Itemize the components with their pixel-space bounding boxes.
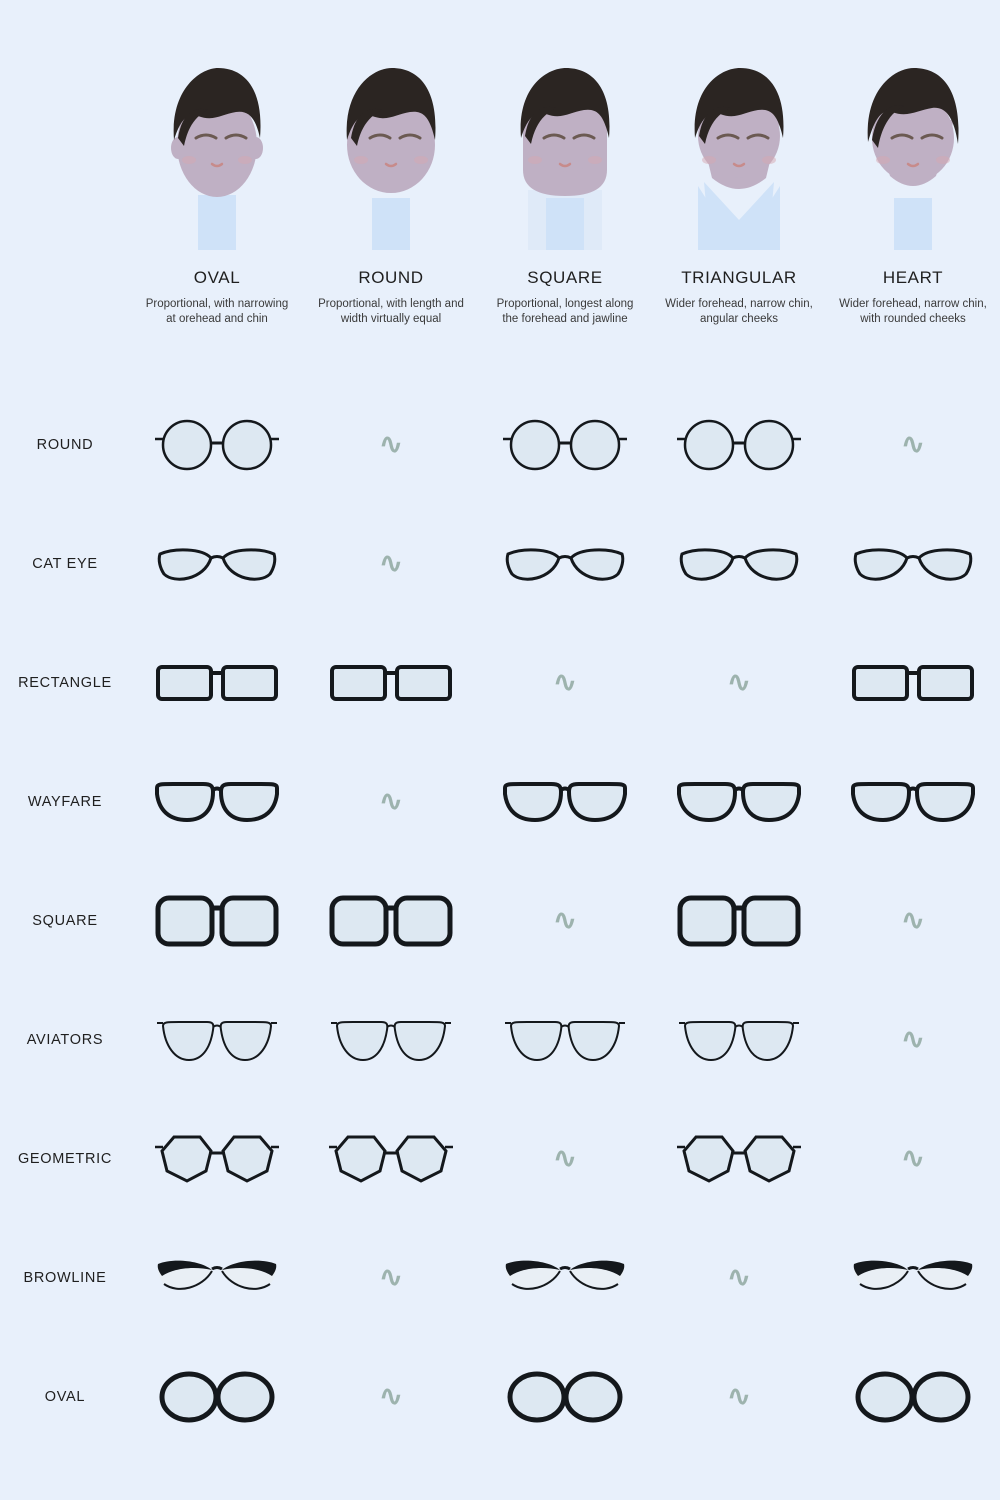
cell-wayfare-triangular — [652, 742, 826, 861]
glasses-row-browline — [0, 1218, 1000, 1337]
row-label: WAYFARE — [27, 793, 103, 810]
no-match-icon: ∿ — [552, 902, 578, 938]
cell-square-heart — [826, 861, 1000, 980]
cell-rectangle-square — [478, 623, 652, 742]
cell-oval-square — [478, 1337, 652, 1456]
face-illustration-square — [500, 60, 630, 250]
no-match-icon: ∿ — [900, 1140, 926, 1176]
cell-aviators-square — [478, 980, 652, 1099]
cell-geometric-round — [304, 1099, 478, 1218]
cell-rectangle-heart — [826, 623, 1000, 742]
cell-oval-round — [304, 1337, 478, 1456]
row-label: AVIATORS — [26, 1031, 104, 1048]
cell-aviators-oval — [130, 980, 304, 1099]
cell-rectangle-oval — [130, 623, 304, 742]
face-column-square — [478, 60, 652, 327]
cell-square-square — [478, 861, 652, 980]
cell-rectangle-round — [304, 623, 478, 742]
no-match-icon: ∿ — [900, 426, 926, 462]
glasses-row-rectangle — [0, 623, 1000, 742]
face-description: Wider forehead, narrow chin, angular cheeks — [665, 298, 813, 325]
face-title: TRIANGULAR — [681, 268, 797, 287]
cell-aviators-triangular — [652, 980, 826, 1099]
face-illustration-heart — [848, 60, 978, 250]
face-illustration-oval — [152, 60, 282, 250]
row-label: RECTANGLE — [18, 674, 112, 691]
face-column-round — [304, 60, 478, 327]
face-title: ROUND — [358, 268, 424, 287]
cell-cateye-round — [304, 504, 478, 623]
glasses-row-oval — [0, 1337, 1000, 1456]
no-match-icon: ∿ — [900, 902, 926, 938]
no-match-icon: ∿ — [726, 1259, 752, 1295]
row-label: SQUARE — [32, 912, 98, 929]
cell-wayfare-round — [304, 742, 478, 861]
glasses-matrix — [0, 385, 1000, 1456]
no-match-icon: ∿ — [378, 1259, 404, 1295]
cell-browline-heart — [826, 1218, 1000, 1337]
face-illustration-round — [326, 60, 456, 250]
cell-cateye-triangular — [652, 504, 826, 623]
face-column-heart — [826, 60, 1000, 327]
cell-geometric-square — [478, 1099, 652, 1218]
cell-wayfare-heart — [826, 742, 1000, 861]
face-title: SQUARE — [527, 268, 603, 287]
glasses-row-aviators — [0, 980, 1000, 1099]
cell-round-triangular — [652, 385, 826, 504]
cell-round-oval — [130, 385, 304, 504]
row-label: GEOMETRIC — [17, 1150, 113, 1167]
no-match-icon: ∿ — [726, 664, 752, 700]
face-title: HEART — [882, 268, 944, 287]
row-label: ROUND — [36, 436, 94, 453]
cell-square-round — [304, 861, 478, 980]
cell-oval-heart — [826, 1337, 1000, 1456]
glasses-row-square — [0, 861, 1000, 980]
glasses-row-round — [0, 385, 1000, 504]
cell-round-heart — [826, 385, 1000, 504]
row-label: CAT EYE — [32, 555, 98, 572]
cell-oval-oval — [130, 1337, 304, 1456]
no-match-icon: ∿ — [552, 1140, 578, 1176]
face-illustration-triangular — [674, 60, 804, 250]
cell-oval-triangular — [652, 1337, 826, 1456]
cell-browline-triangular — [652, 1218, 826, 1337]
face-description: Proportional, with narrowing at orehead and chin — [145, 298, 289, 325]
no-match-icon: ∿ — [378, 545, 404, 581]
no-match-icon: ∿ — [378, 783, 404, 819]
cell-rectangle-triangular — [652, 623, 826, 742]
cell-wayfare-square — [478, 742, 652, 861]
cell-cateye-square — [478, 504, 652, 623]
no-match-icon: ∿ — [552, 664, 578, 700]
face-title: OVAL — [193, 268, 241, 287]
cell-wayfare-oval — [130, 742, 304, 861]
cell-browline-oval — [130, 1218, 304, 1337]
cell-aviators-heart — [826, 980, 1000, 1099]
cell-browline-square — [478, 1218, 652, 1337]
face-description: Proportional, longest along the forehead and jawline — [496, 298, 634, 325]
cell-round-round — [304, 385, 478, 504]
no-match-icon: ∿ — [378, 1378, 404, 1414]
cell-aviators-round — [304, 980, 478, 1099]
cell-square-oval — [130, 861, 304, 980]
glasses-row-cat-eye — [0, 504, 1000, 623]
face-shape-header — [130, 60, 1000, 327]
cell-browline-round — [304, 1218, 478, 1337]
cell-cateye-heart — [826, 504, 1000, 623]
no-match-icon: ∿ — [378, 426, 404, 462]
no-match-icon: ∿ — [726, 1378, 752, 1414]
cell-round-square — [478, 385, 652, 504]
face-description: Proportional, with length and width virtually equal — [318, 298, 464, 325]
glasses-row-wayfare — [0, 742, 1000, 861]
no-match-icon: ∿ — [900, 1021, 926, 1057]
face-column-oval — [130, 60, 304, 327]
cell-geometric-triangular — [652, 1099, 826, 1218]
cell-geometric-heart — [826, 1099, 1000, 1218]
face-description: Wider forehead, narrow chin, with rounded cheeks — [839, 298, 987, 325]
row-label: BROWLINE — [23, 1269, 107, 1286]
row-label: OVAL — [44, 1388, 86, 1405]
face-column-triangular — [652, 60, 826, 327]
cell-geometric-oval — [130, 1099, 304, 1218]
cell-square-triangular — [652, 861, 826, 980]
cell-cateye-oval — [130, 504, 304, 623]
glasses-row-geometric — [0, 1099, 1000, 1218]
